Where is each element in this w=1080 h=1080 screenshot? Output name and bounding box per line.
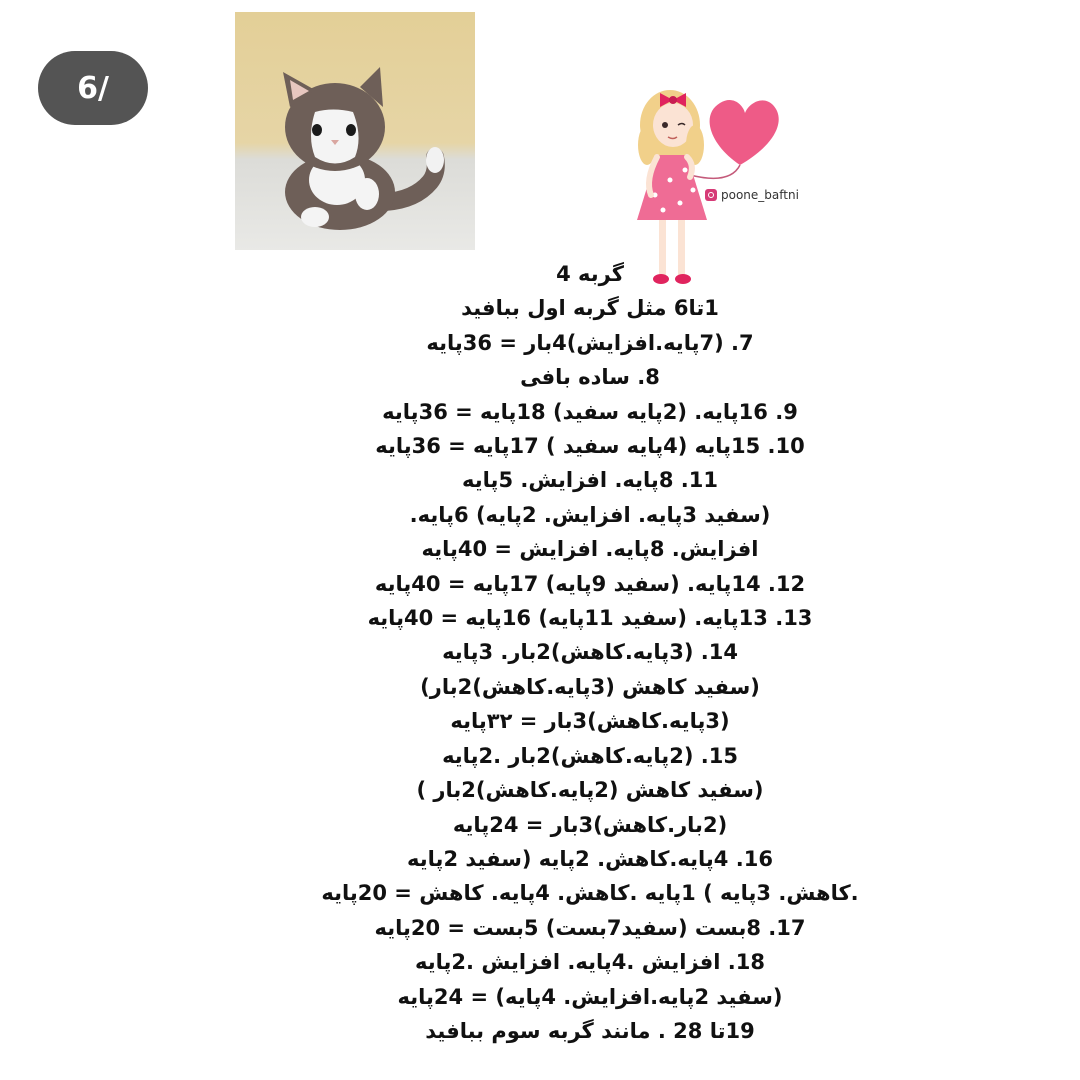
instagram-handle: poone_baftni bbox=[721, 188, 799, 202]
pattern-line: 12. 14پایه. (سفید 9پایه) 17پایه = 40پایه bbox=[374, 571, 806, 596]
pattern-line: 15. (2پایه.کاهش)2بار .2پایه bbox=[442, 743, 738, 768]
pattern-line: 9. 16پایه. (2پایه سفید) 18پایه = 36پایه bbox=[382, 399, 798, 424]
pattern-line: 10. 15پایه (4پایه سفید ) 17پایه = 36پایه bbox=[375, 434, 805, 459]
cat-photo bbox=[235, 12, 475, 250]
pattern-line: افزایش. 8پایه. افزایش = 40پایه bbox=[421, 537, 759, 562]
pattern-line: (سفید 3پایه. افزایش. 2پایه) 6پایه. bbox=[409, 502, 771, 527]
pattern-line: 11. 8پایه. افزایش. 5پایه bbox=[462, 468, 718, 493]
pattern-line: 19تا 28 . مانند گربه سوم ببافید bbox=[425, 1018, 755, 1043]
pattern-line: (سفید کاهش (2پایه.کاهش)2بار ) bbox=[416, 778, 764, 803]
pattern-line: .کاهش. 3پایه ) 1پایه .کاهش. 4پایه. کاهش = 20پایه bbox=[321, 881, 859, 906]
crochet-pattern bbox=[250, 257, 930, 1048]
page-indicator-badge: 6/ bbox=[38, 51, 148, 125]
pattern-line: 16. 4پایه.کاهش. 2پایه (سفید 2پایه bbox=[407, 846, 773, 871]
pattern-line: 18. افزایش .4پایه. افزایش .2پایه bbox=[415, 950, 765, 975]
pattern-line: (2بار.کاهش)3بار = 24پایه bbox=[452, 812, 728, 837]
pattern-line: 14. (3پایه.کاهش)2بار. 3پایه bbox=[442, 640, 738, 665]
pattern-line: 7. (7پایه.افزایش)4بار = 36پایه bbox=[426, 330, 754, 355]
pattern-line: 13. 13پایه. (سفید 11پایه) 16پایه = 40پایه bbox=[367, 606, 813, 631]
pattern-line: (سفید 2پایه.افزایش. 4پایه) = 24پایه bbox=[397, 984, 783, 1009]
pattern-line: 17. 8بست (سفید7بست) 5بست = 20پایه bbox=[374, 915, 806, 940]
pattern-line: 8. ساده بافی bbox=[520, 365, 660, 390]
instagram-watermark bbox=[705, 188, 799, 202]
pattern-line: (3پایه.کاهش)3بار = ۳۲پایه bbox=[450, 709, 730, 734]
pattern-title: گربه 4 bbox=[556, 262, 624, 286]
instagram-icon bbox=[705, 189, 717, 201]
pattern-line: 1تا6 مثل گربه اول ببافید bbox=[461, 296, 719, 321]
pattern-line: (سفید کاهش (3پایه.کاهش)2بار) bbox=[420, 674, 760, 699]
